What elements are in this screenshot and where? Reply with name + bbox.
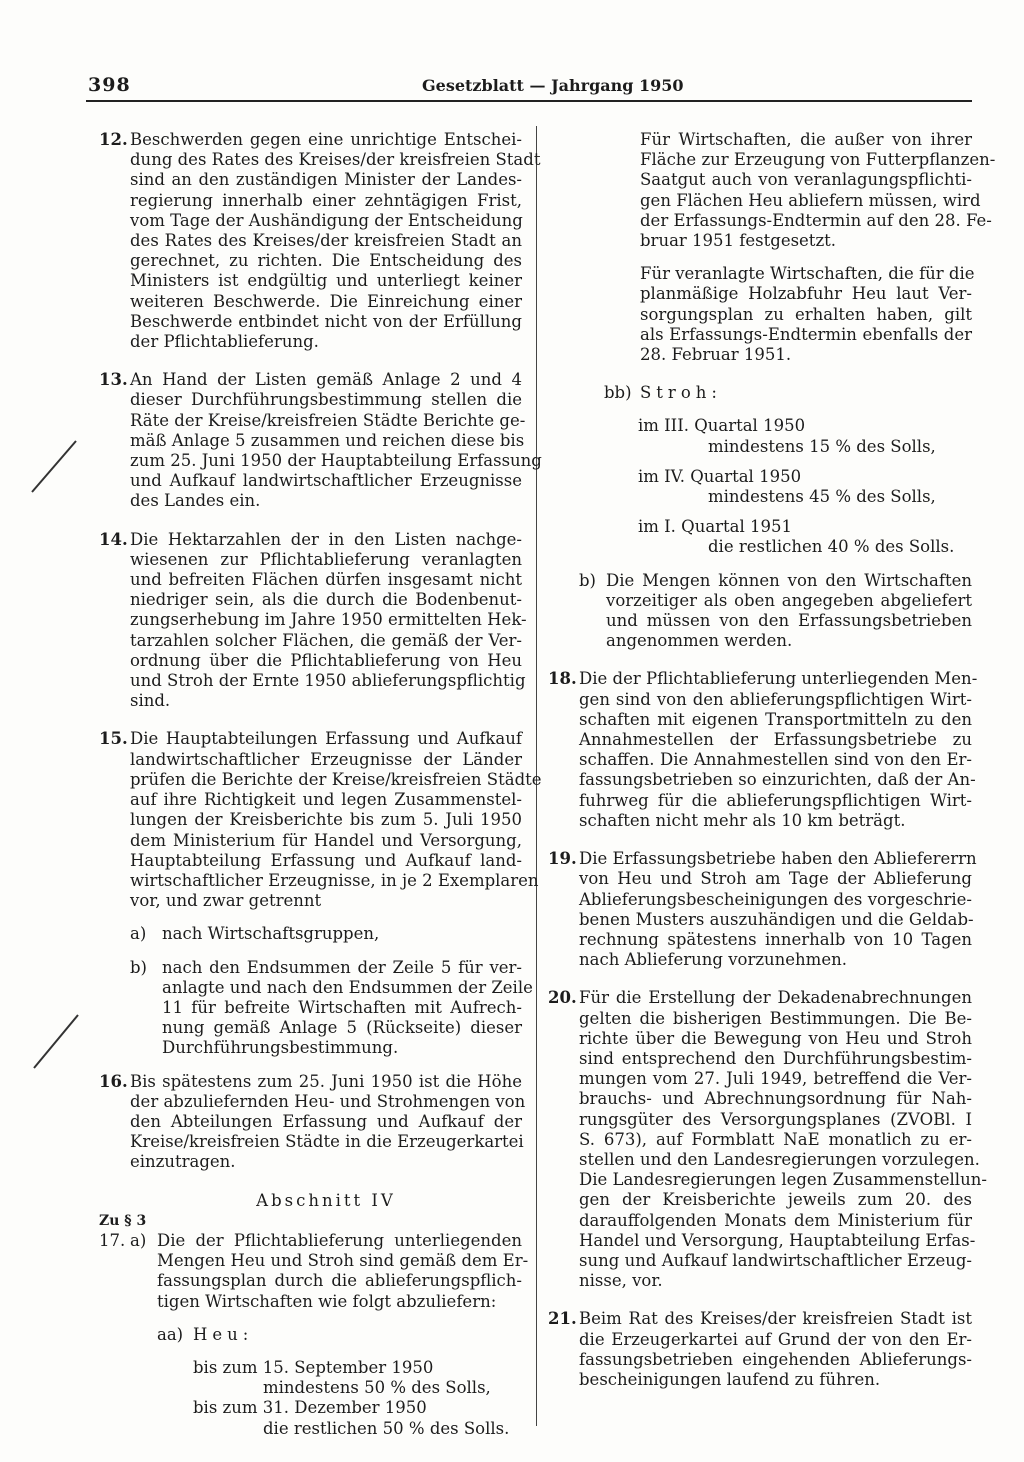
deadline-item [157,1398,522,1438]
text-line: wirtschaftlicher Erzeugnisse, in je 2 Exemplaren [130,870,539,890]
text-line: zungserhebung im Jahre 1950 ermittelten Hek- [130,610,527,630]
list-label: bb) [604,383,632,403]
text-line: tarzahlen solcher Flächen, die gemäß der Ver- [130,630,522,650]
paragraph-18 [548,669,978,831]
text-line: mungen vom 27. Juli 1949, betreffend die Ver- [579,1069,972,1089]
text-line: fassungsplan durch die ablieferungspflich- [157,1271,522,1291]
quarter-item [548,517,972,557]
text-line: sung und Aufkauf landwirtschaftlicher Erzeug- [579,1250,972,1270]
text-line: Ministers ist endgültig und unterliegt keiner [130,271,522,291]
margin-pencil-mark-2 [30,1012,82,1072]
paragraph-17 [99,1230,529,1439]
quarter-quota: die restlichen 40 % des Solls. [708,537,955,557]
text-line: Die der Pflichtablieferung unterliegenden Men- [579,669,978,689]
text-line: vorzeitiger als oben angegeben abgeliefert [606,590,972,610]
text-line: weiteren Beschwerde. Die Einreichung einer [130,291,522,311]
text-line: die Erzeugerkartei auf Grund der von den Er- [579,1329,972,1349]
text-line: lungen der Kreisberichte bis zum 5. Juli 1950 [130,810,522,830]
paragraph-number: 13. [99,370,128,390]
sublist-heu [157,1325,522,1345]
quarter-item [548,416,972,456]
text-line: Die Erfassungsbetriebe haben den Abliefererrn [579,849,977,869]
text-line: sind entsprechend den Durchführungsbestim- [579,1048,972,1068]
paragraph-13 [99,370,542,511]
text-line: Durchführungsbestimmung. [162,1038,399,1058]
text-line: mäß Anlage 5 zusammen und reichen diese bis [130,430,525,450]
paragraph-number: 15. [99,729,128,749]
text-line: Annahmestellen der Erfassungsbetriebe zu [579,730,972,750]
text-line: Für Wirtschaften, die außer von ihrer [640,130,972,149]
list-item-b [130,957,533,1059]
list-label: b) [130,957,147,977]
text-line: sind an den zuständigen Minister der Landes- [130,170,522,190]
text-line: Handel und Versorgung, Hauptabteilung Erfas- [579,1230,976,1250]
text-line: nisse, vor. [579,1271,663,1291]
text-line: als Erfassungs-Endtermin ebenfalls der [640,324,972,344]
sublist-stroh [548,383,972,403]
quarter-period: im I. Quartal 1951 [638,517,793,537]
paragraph-number: 19. [548,849,577,869]
text-line: darauffolgenden Monats dem Ministerium für [579,1210,972,1230]
list-label: aa) [157,1324,184,1344]
list-item-a [130,924,522,944]
text-line: bruar 1951 festgesetzt. [640,231,837,251]
text-line: gelten die bisherigen Bestimmungen. Die Be- [579,1008,972,1028]
paragraph-number: 21. [548,1309,577,1329]
text-line: nach Wirtschaftsgruppen, [162,924,380,944]
text-line: Kreise/kreisfreien Städte in die Erzeugerkartei [130,1132,524,1152]
continuation-block-1 [548,130,996,251]
text-line: des Rates des Kreises/der kreisfreien Stadt an [130,231,522,251]
list-item-a [130,1230,529,1439]
text-line: Die Hauptabteilungen Erfassung und Aufkauf [130,729,522,749]
text-line: rungsgüter des Versorgungsplanes (ZVOBl. I [579,1109,972,1129]
text-line: stellen und den Landesregierungen vorzulegen. [579,1149,980,1169]
text-line: Saatgut auch von veranlagungspflichti- [640,170,972,190]
quarter-item [548,467,972,507]
quarter-period: im III. Quartal 1950 [638,416,806,436]
margin-pencil-mark-1 [28,438,80,496]
text-line: nung gemäß Anlage 5 (Rückseite) dieser [162,1018,522,1038]
paragraph-number: 18. [548,669,577,689]
text-line: Räte der Kreise/kreisfreien Städte Berichte ge- [130,410,526,430]
text-line: sind. [130,691,171,711]
text-line: regierung innerhalb einer zehntägigen Frist, [130,190,522,210]
text-line: auf ihre Richtigkeit und legen Zusammenstel- [130,790,522,810]
header-rule [86,100,972,102]
text-line: und Aufkauf landwirtschaftlicher Erzeugnisse [130,471,522,491]
text-line: niedriger sein, als die durch die Bodenbenut- [130,590,522,610]
text-line: vom Tage der Aushändigung der Entscheidung [130,210,523,230]
quarter-quota: mindestens 45 % des Solls, [708,487,936,507]
text-line: Fläche zur Erzeugung von Futterpflanzen- [640,150,996,170]
quarter-period: im IV. Quartal 1950 [638,466,802,486]
page-number: 398 [88,74,131,96]
text-line: tigen Wirtschaften wie folgt abzuliefern: [157,1291,497,1311]
text-line: Die Mengen können von den Wirtschaften [606,570,972,590]
text-line: gen der Kreisberichte jeweils zum 20. des [579,1190,972,1210]
right-column [548,130,996,1390]
text-line: wiesenen zur Pflichtablieferung veranlagten [130,549,522,569]
text-line: rechnung spätestens innerhalb von 10 Tagen [579,929,972,949]
text-line: fassungsbetrieben eingehenden Ablieferungs- [579,1349,972,1369]
text-line: gerechnet, zu richten. Die Entscheidung des [130,251,522,271]
text-line: von Heu und Stroh am Tage der Ablieferung [579,869,972,889]
text-line: Für die Erstellung der Dekadenabrechnungen [579,988,972,1008]
text-line: ordnung über die Pflichtablieferung von Heu [130,650,522,670]
text-line: dem Ministerium für Handel und Versorgung, [130,830,522,850]
paragraph-number: 16. [99,1071,128,1091]
text-line: einzutragen. [130,1152,236,1172]
section-heading: Abschnitt IV [256,1190,396,1210]
paragraph-number: 17. [99,1230,126,1250]
deadline-quota: die restlichen 50 % des Solls. [263,1418,510,1438]
deadline-date: bis zum 15. September 1950 [193,1357,434,1377]
paragraph-15 [99,729,542,1058]
text-line: Beschwerden gegen eine unrichtige Entschei- [130,130,522,149]
sublist-title: Stroh: [640,383,722,403]
left-column [99,130,542,1439]
paragraph-number: 12. [99,130,128,149]
text-line: Die Hektarzahlen der in den Listen nachge- [130,529,522,549]
text-line: der Pflichtablieferung. [130,332,319,352]
deadline-quota: mindestens 50 % des Solls, [263,1378,491,1398]
quarter-quota: mindestens 15 % des Solls, [708,436,936,456]
text-line: schaften nicht mehr als 10 km beträgt. [579,810,906,830]
text-line: Ablieferungsbescheinigungen des vorgeschrie- [579,889,972,909]
text-line: dieser Durchführungsbestimmung stellen die [130,390,522,410]
text-line: schaften mit eigenen Transportmitteln zu den [579,709,972,729]
text-line: prüfen die Berichte der Kreise/kreisfreien Städte [130,769,542,789]
text-line: schaffen. Die Annahmestellen sind von den Er- [579,750,972,770]
paragraph-16 [99,1071,526,1173]
text-line: dung des Rates des Kreises/der kreisfreien Stadt [130,150,541,170]
text-line: nach Ablieferung vorzunehmen. [579,950,847,970]
text-line: An Hand der Listen gemäß Anlage 2 und 4 [130,370,522,390]
text-line: 11 für befreite Wirtschaften mit Aufrech- [162,997,522,1017]
text-line: bescheinigungen laufend zu führen. [579,1369,881,1389]
list-label: a) [130,1230,147,1250]
text-line: brauchs- und Abrechnungsordnung für Nah- [579,1089,972,1109]
text-line: und Stroh der Ernte 1950 ablieferungspflichtig [130,671,526,691]
list-item-b [548,571,972,652]
text-line: angenommen werden. [606,631,793,651]
text-line: Die der Pflichtablieferung unterliegenden [157,1230,522,1250]
text-line: Mengen Heu und Stroh sind gemäß dem Er- [157,1251,529,1271]
paragraph-21 [548,1309,972,1390]
paragraph-number: 20. [548,988,577,1008]
text-line: des Landes ein. [130,491,261,511]
running-head: Gesetzblatt — Jahrgang 1950 [422,76,684,95]
list-label: a) [130,924,147,944]
text-line: sorgungsplan zu erhalten haben, gilt [640,304,972,324]
text-line: der abzuliefernden Heu- und Strohmengen von [130,1091,526,1111]
text-line: nach den Endsummen der Zeile 5 für ver- [162,957,522,977]
paragraph-number: 14. [99,529,128,549]
text-line: 28. Februar 1951. [640,345,792,365]
sublist-title: Heu: [193,1324,254,1344]
text-line: Beim Rat des Kreises/der kreisfreien Stadt ist [579,1309,972,1329]
text-line: Bis spätestens zum 25. Juni 1950 ist die Höhe [130,1071,522,1091]
section-reference: Zu § 3 [99,1212,147,1229]
text-line: fuhrweg für die ablieferungspflichtigen Wirt- [579,790,972,810]
text-line: und befreiten Flächen dürfen insgesamt nicht [130,570,522,590]
text-line: der Erfassungs-Endtermin auf den 28. Fe- [640,210,992,230]
text-line: benen Musters auszuhändigen und die Geldab- [579,909,974,929]
text-line: gen sind von den ablieferungspflichtigen Wirt- [579,689,972,709]
list-label: b) [579,570,596,590]
text-line: S. 673), auf Formblatt NaE monatlich zu er- [579,1129,972,1149]
paragraph-14 [99,529,527,712]
text-line: gen Flächen Heu abliefern müssen, wird [640,190,981,210]
text-line: vor, und zwar getrennt [130,891,322,911]
paragraph-20 [548,988,987,1291]
text-line: Beschwerde entbindet nicht von der Erfüllung [130,311,522,331]
text-line: planmäßige Holzabfuhr Heu laut Ver- [640,284,972,304]
deadline-date: bis zum 31. Dezember 1950 [193,1398,427,1418]
text-line: den Abteilungen Erfassung und Aufkauf der [130,1111,522,1131]
text-line: zum 25. Juni 1950 der Hauptabteilung Erfassung [130,451,542,471]
text-line: landwirtschaftlicher Erzeugnisse der Länder [130,749,522,769]
text-line: anlagte und nach den Endsummen der Zeile [162,977,533,997]
text-line: und müssen von den Erfassungsbetrieben [606,611,972,631]
text-line: richte über die Bewegung von Heu und Stroh [579,1028,972,1048]
paragraph-12 [99,130,541,352]
text-line: Hauptabteilung Erfassung und Aufkauf land- [130,850,522,870]
text-line: fassungsbetrieben so einzurichten, daß der An- [579,770,976,790]
continuation-block-2 [548,264,975,365]
text-line: Für veranlagte Wirtschaften, die für die [640,264,975,284]
paragraph-19 [548,849,977,970]
text-line: Die Landesregierungen legen Zusammenstellun- [579,1170,987,1190]
deadline-item [157,1358,522,1398]
